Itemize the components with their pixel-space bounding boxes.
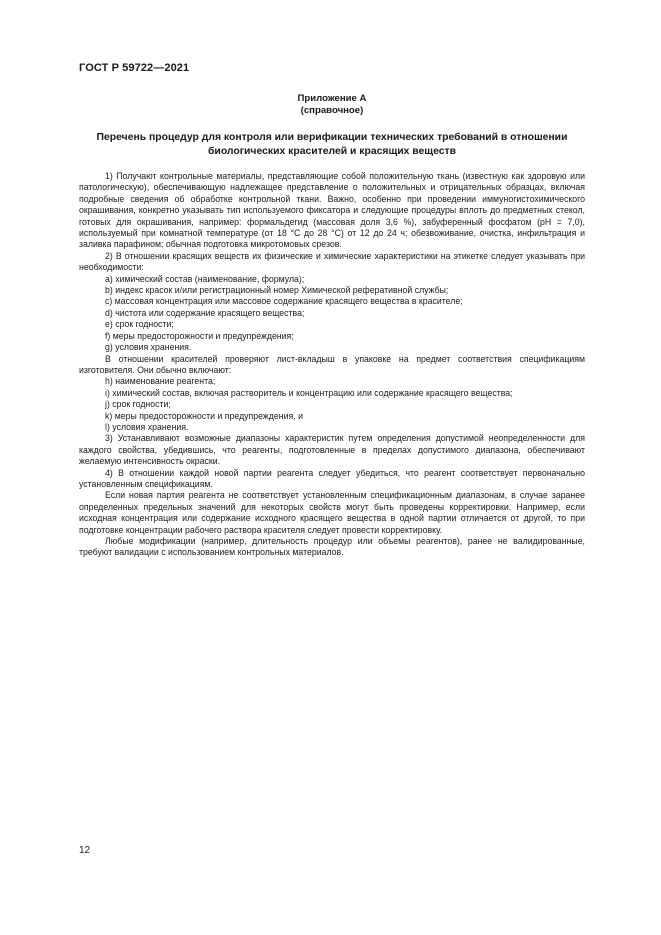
list-item-k: k) меры предосторожности и предупреждения, и xyxy=(105,410,303,421)
list-item-a: a) химический состав (наименование, формула); xyxy=(105,273,305,284)
annex-subtitle: (справочное) xyxy=(300,105,364,116)
body-text xyxy=(79,171,585,559)
annex-title: Приложение А xyxy=(297,93,367,104)
list-item-h: h) наименование реагента; xyxy=(105,376,216,387)
paragraph-modifications: Любые модификации (например, длительность процедур или объемы реагентов), ранее не валидированные, требуют валидации с использованием контрольных материалов. xyxy=(79,536,585,558)
list-item-d: d) чистота или содержание красящего вещества; xyxy=(105,307,305,318)
paragraph-dyes: В отношении красителей проверяют лист-вкладыш в упаковке на предмет соответствия спецификациям изготовителя. Они обычно включают: xyxy=(79,353,585,375)
paragraph-3: 3) Устанавливают возможные диапазоны характеристик путем определения допустимой неопределенности для каждого свойства, убедившись, что реагенты, подготовленные в пределах допустимого диапазона, обеспечивают желаемую интенсивность окраски. xyxy=(79,433,585,467)
page-number: 12 xyxy=(79,845,91,856)
list-item-b: b) индекс красок и/или регистрационный номер Химической реферативной службы; xyxy=(105,285,449,296)
list-item-l: l) условия хранения. xyxy=(105,421,189,432)
section-title: Перечень процедур для контроля или верификации технических требований в отношении биологических красителей и красящих веществ xyxy=(96,132,568,157)
list-item-c: c) массовая концентрация или массовое содержание красящего вещества в красителе; xyxy=(105,296,463,307)
document-code: ГОСТ Р 59722—2021 xyxy=(79,62,190,74)
paragraph-new-batch: Если новая партия реагента не соответствует установленным спецификационным диапазонам, в случае заранее определенных предельных значений для некоторых свойств могут быть проведены корректировки. Например, если исходная концентрация или содержание исходного красящего вещества в одной партии отличается от другой, то при подготовке концентрации рабочего раствора красителя следует провести корректировку. xyxy=(79,490,585,535)
list-item-f: f) меры предосторожности и предупреждения; xyxy=(105,330,294,341)
paragraph-1: 1) Получают контрольные материалы, представляющие собой положительную ткань (известную как здоровую или патологическую), обеспечивающую надлежащее представление о положительных и отрицательных образцах, включая подробные сведения об обработке контрольной ткани. Важно, особенно при проведении иммуногистохимического окрашивания, конкретно указывать тип используемого фиксатора и следующие процедуры вплоть до предметных стекол, готовых для окрашивания, например: формальдегид (массовая доля 3,6 %), забуференный фосфатом (pH = 7,0), используемый при комнатной температуре (от 18 °C до 28 °C) от 12 до 24 ч; обезвоживание, очистка, инфильтрация и заливка парафином; обычная подготовка микротомовых срезов. xyxy=(79,171,585,250)
list-item-g: g) условия хранения. xyxy=(105,342,192,353)
paragraph-2: 2) В отношении красящих веществ их физические и химические характеристики на этикетке следует указывать при необходимости: xyxy=(79,250,585,273)
annex-heading xyxy=(79,93,585,117)
list-item-e: e) срок годности; xyxy=(105,319,174,330)
list-item-j: j) срок годности; xyxy=(105,399,171,410)
list-item-i: i) химический состав, включая растворитель и концентрацию или содержание красящего вещества; xyxy=(105,387,513,398)
paragraph-4: 4) В отношении каждой новой партии реагента следует убедиться, что реагент соответствует первоначально установленным спецификациям. xyxy=(79,467,585,489)
